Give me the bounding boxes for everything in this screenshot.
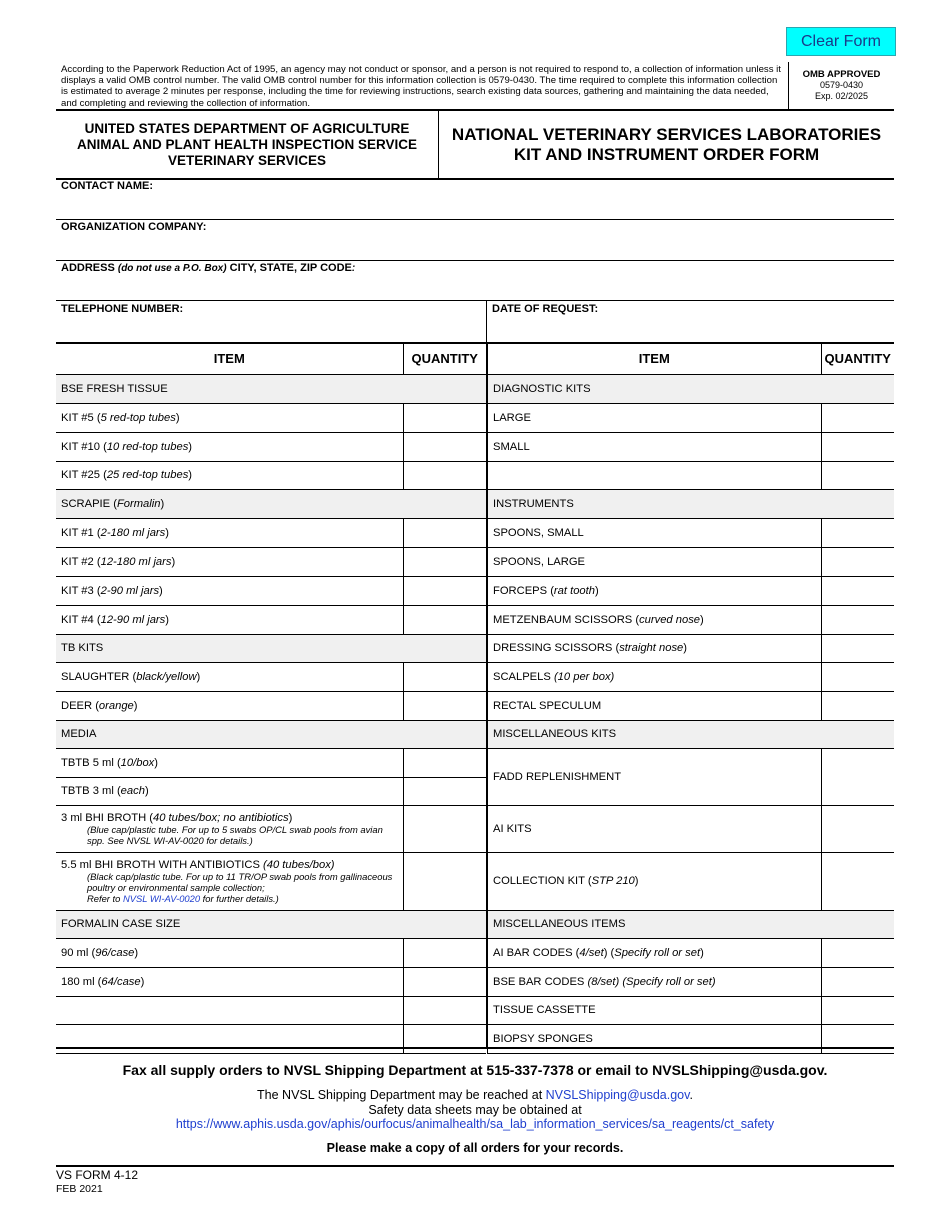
- right-table-row: [488, 748, 895, 805]
- quantity-input[interactable]: [403, 461, 486, 489]
- right-table-row: [488, 576, 895, 605]
- item-label: DRESSING SCISSORS (straight nose): [488, 634, 822, 662]
- category-label: INSTRUMENTS: [488, 489, 895, 518]
- left-table-row: [56, 576, 486, 605]
- right-table-row: [488, 691, 895, 720]
- left-table-row: [56, 748, 486, 777]
- category-label: MISCELLANEOUS KITS: [488, 720, 895, 748]
- quantity-input[interactable]: [821, 576, 894, 605]
- left-table-row: [56, 910, 486, 938]
- item-label: RECTAL SPECULUM: [488, 691, 822, 720]
- item-label: TISSUE CASSETTE: [488, 996, 822, 1024]
- right-table-row: [488, 374, 895, 403]
- quantity-header: QUANTITY: [821, 343, 894, 374]
- item-label: 180 ml (64/case): [56, 967, 403, 996]
- item-label: COLLECTION KIT (STP 210): [488, 852, 822, 910]
- right-table-row: [488, 910, 895, 938]
- left-table-row: [56, 805, 486, 852]
- agency-block: [56, 111, 439, 178]
- item-label: TBTB 3 ml (each): [56, 777, 403, 805]
- quantity-input[interactable]: [821, 403, 894, 432]
- organization-field[interactable]: [56, 220, 894, 261]
- quantity-input[interactable]: [821, 938, 894, 967]
- quantity-input[interactable]: [403, 403, 486, 432]
- left-table-row: [56, 403, 486, 432]
- left-table-row: [56, 852, 486, 910]
- right-table-row: [488, 432, 895, 461]
- right-table-row: [488, 720, 895, 748]
- shipping-email-link[interactable]: NVSLShipping@usda.gov: [545, 1088, 690, 1102]
- quantity-input[interactable]: [821, 634, 894, 662]
- right-order-table: [487, 342, 894, 1054]
- item-label: KIT #25 (25 red-top tubes): [56, 461, 403, 489]
- omb-number: 0579-0430: [819, 80, 864, 90]
- form-title-line-2: KIT AND INSTRUMENT ORDER FORM: [513, 144, 820, 164]
- quantity-input[interactable]: [821, 805, 894, 852]
- quantity-input[interactable]: [403, 432, 486, 461]
- quantity-input[interactable]: [403, 547, 486, 576]
- quantity-input[interactable]: [821, 461, 894, 489]
- right-table-row: [488, 852, 895, 910]
- right-table-row: [488, 938, 895, 967]
- right-table-row: [488, 634, 895, 662]
- quantity-input[interactable]: [821, 605, 894, 634]
- item-label: AI BAR CODES (4/set) (Specify roll or set): [488, 938, 822, 967]
- organization-label: ORGANIZATION COMPANY:: [61, 221, 207, 233]
- item-label: BIOPSY SPONGES: [488, 1024, 822, 1053]
- category-label: FORMALIN CASE SIZE: [56, 910, 486, 938]
- category-label: DIAGNOSTIC KITS: [488, 374, 895, 403]
- item-header: ITEM: [488, 343, 822, 374]
- quantity-input[interactable]: [821, 691, 894, 720]
- left-table-row: [56, 996, 486, 1024]
- form-title: [439, 111, 894, 178]
- contact-info: The NVSL Shipping Department may be reached at NVSLShipping@usda.gov. Safety data sheets may be obtained at https://www.aphis.usda.gov/aphis/ourfocus/animalhealth/sa_lab_information_services/sa_reagents/ct_safety: [175, 1088, 775, 1131]
- quantity-input[interactable]: [821, 996, 894, 1024]
- quantity-header: QUANTITY: [403, 343, 486, 374]
- item-label: [488, 461, 822, 489]
- right-table-row: [488, 518, 895, 547]
- quantity-input[interactable]: [403, 662, 486, 691]
- left-table-row: [56, 461, 486, 489]
- item-note: (Black cap/plastic tube. For up to 11 TR/OP swab pools from gallinaceous poultry or environmental sample collection; Refer to NVSL WI-AV-0020 for further details.): [87, 870, 393, 904]
- left-table-row: [56, 374, 486, 403]
- paperwork-reduction-notice: According to the Paperwork Reduction Act of 1995, an agency may not conduct or sponsor, and a person is not required to respond to, a collection of information unless it displays a valid OMB control number. The valid OMB control number for this information collection is 0579-0430. The time required to complete this information collection is estimated to average 2 minutes per response, including the time for reviewing instructions, search existing data sources, gathering and maintaining the data needed, and completing and reviewing the collection of information.: [61, 64, 781, 109]
- left-table-row: [56, 691, 486, 720]
- item-label: METZENBAUM SCISSORS (curved nose): [488, 605, 822, 634]
- date-of-request-label[interactable]: DATE OF REQUEST:: [492, 303, 599, 315]
- item-label: KIT #5 (5 red-top tubes): [56, 403, 403, 432]
- telephone-date-row: [56, 300, 894, 343]
- quantity-input[interactable]: [821, 662, 894, 691]
- left-table-row: [56, 605, 486, 634]
- item-label: BSE BAR CODES (8/set) (Specify roll or set): [488, 967, 822, 996]
- left-table-row: [56, 489, 486, 518]
- right-table-row: [488, 967, 895, 996]
- quantity-input[interactable]: [821, 748, 894, 805]
- item-label: AI KITS: [488, 805, 822, 852]
- omb-expires: Exp. 02/2025: [814, 91, 869, 101]
- right-table-row: [488, 662, 895, 691]
- item-label: SPOONS, LARGE: [488, 547, 822, 576]
- fax-instructions: Fax all supply orders to NVSL Shipping Department at 515-337-7378 or email to NVSLShipping@usda.gov.: [122, 1062, 828, 1078]
- form-header: [56, 111, 894, 180]
- item-label: 90 ml (96/case): [56, 938, 403, 967]
- quantity-input[interactable]: [403, 576, 486, 605]
- quantity-input[interactable]: [403, 805, 486, 852]
- quantity-input[interactable]: [821, 518, 894, 547]
- item-label: SLAUGHTER (black/yellow): [56, 662, 403, 691]
- item-label: LARGE: [488, 403, 822, 432]
- quantity-input[interactable]: [403, 852, 486, 910]
- omb-title: OMB APPROVED: [802, 69, 881, 80]
- sds-url-link[interactable]: https://www.aphis.usda.gov/aphis/ourfocus/animalhealth/sa_lab_information_services/sa_reagents/ct_safety: [175, 1117, 775, 1131]
- right-table-row: [488, 547, 895, 576]
- left-table-row: [56, 967, 486, 996]
- item-label: KIT #4 (12-90 ml jars): [56, 605, 403, 634]
- left-table-row: [56, 777, 486, 805]
- agency-line-3: VETERINARY SERVICES: [167, 152, 327, 168]
- item-label: [56, 996, 403, 1024]
- top-section: [56, 62, 894, 111]
- telephone-label[interactable]: TELEPHONE NUMBER:: [61, 303, 184, 315]
- item-label: KIT #10 (10 red-top tubes): [56, 432, 403, 461]
- omb-box: [788, 62, 894, 109]
- left-table-row: [56, 634, 486, 662]
- left-table-row: [56, 662, 486, 691]
- left-table-row: [56, 518, 486, 547]
- right-table-row: [488, 996, 895, 1024]
- form-title-line-1: NATIONAL VETERINARY SERVICES LABORATORIES: [451, 124, 882, 144]
- item-label: KIT #3 (2-90 ml jars): [56, 576, 403, 605]
- quantity-input[interactable]: [403, 605, 486, 634]
- quantity-input[interactable]: [821, 432, 894, 461]
- left-table-row: [56, 938, 486, 967]
- address-label: ADDRESS (do not use a P.O. Box) CITY, STATE, ZIP CODE:: [61, 262, 356, 274]
- right-table-row: [488, 461, 895, 489]
- contact-name-field[interactable]: [56, 179, 894, 220]
- contact-name-label: CONTACT NAME:: [61, 180, 154, 192]
- category-label: TB KITS: [56, 634, 486, 662]
- left-order-table: [56, 342, 486, 1054]
- form-number: VS FORM 4-12 FEB 2021: [56, 1168, 139, 1195]
- category-label: MISCELLANEOUS ITEMS: [488, 910, 895, 938]
- item-label: 5.5 ml BHI BROTH WITH ANTIBIOTICS (40 tubes/box) (Black cap/plastic tube. For up to 11 TR/OP swab pools from gallinaceous poultry or environmental sample collection; Refer to NVSL WI-AV-0020 for further details.): [56, 852, 403, 910]
- item-label: SPOONS, SMALL: [488, 518, 822, 547]
- item-label: 3 ml BHI BROTH (40 tubes/box; no antibiotics) (Blue cap/plastic tube. For up to 5 swabs OP/CL swab pools from avian spp. See NVSL WI-AV-0020 for details.): [56, 805, 403, 852]
- quantity-input[interactable]: [403, 691, 486, 720]
- quantity-input[interactable]: [821, 852, 894, 910]
- quantity-input[interactable]: [403, 518, 486, 547]
- item-label: TBTB 5 ml (10/box): [56, 748, 403, 777]
- quantity-input[interactable]: [403, 996, 486, 1024]
- left-table-row: [56, 432, 486, 461]
- agency-line-2: ANIMAL AND PLANT HEALTH INSPECTION SERVICE: [76, 136, 418, 152]
- item-header: ITEM: [56, 343, 403, 374]
- item-note: (Blue cap/plastic tube. For up to 5 swabs OP/CL swab pools from avian spp. See NVSL WI-AV-0020 for details.): [87, 823, 383, 846]
- item-label: KIT #2 (12-180 ml jars): [56, 547, 403, 576]
- quantity-input[interactable]: [821, 967, 894, 996]
- category-label: BSE FRESH TISSUE: [56, 374, 486, 403]
- left-table-row: [56, 720, 486, 748]
- item-label: KIT #1 (2-180 ml jars): [56, 518, 403, 547]
- item-label: FORCEPS (rat tooth): [488, 576, 822, 605]
- copy-reminder: Please make a copy of all orders for your records.: [326, 1141, 624, 1155]
- right-table-row: [488, 489, 895, 518]
- quantity-input[interactable]: [403, 777, 486, 805]
- sds-text: Safety data sheets may be obtained at: [368, 1102, 582, 1117]
- right-table-row: [488, 605, 895, 634]
- quantity-input[interactable]: [403, 938, 486, 967]
- left-table-row: [56, 547, 486, 576]
- right-table-row: [488, 805, 895, 852]
- right-table-row: [488, 403, 895, 432]
- category-label: SCRAPIE (Formalin): [56, 489, 486, 518]
- clear-form-button[interactable]: Clear Form: [786, 27, 896, 56]
- agency-line-1: UNITED STATES DEPARTMENT OF AGRICULTURE: [84, 120, 410, 136]
- item-label: FADD REPLENISHMENT: [488, 748, 822, 805]
- quantity-input[interactable]: [821, 547, 894, 576]
- category-label: MEDIA: [56, 720, 486, 748]
- quantity-input[interactable]: [403, 967, 486, 996]
- quantity-input[interactable]: [403, 748, 486, 777]
- address-field[interactable]: [56, 261, 894, 300]
- item-label: SCALPELS (10 per box): [488, 662, 822, 691]
- item-label: DEER (orange): [56, 691, 403, 720]
- item-label: SMALL: [488, 432, 822, 461]
